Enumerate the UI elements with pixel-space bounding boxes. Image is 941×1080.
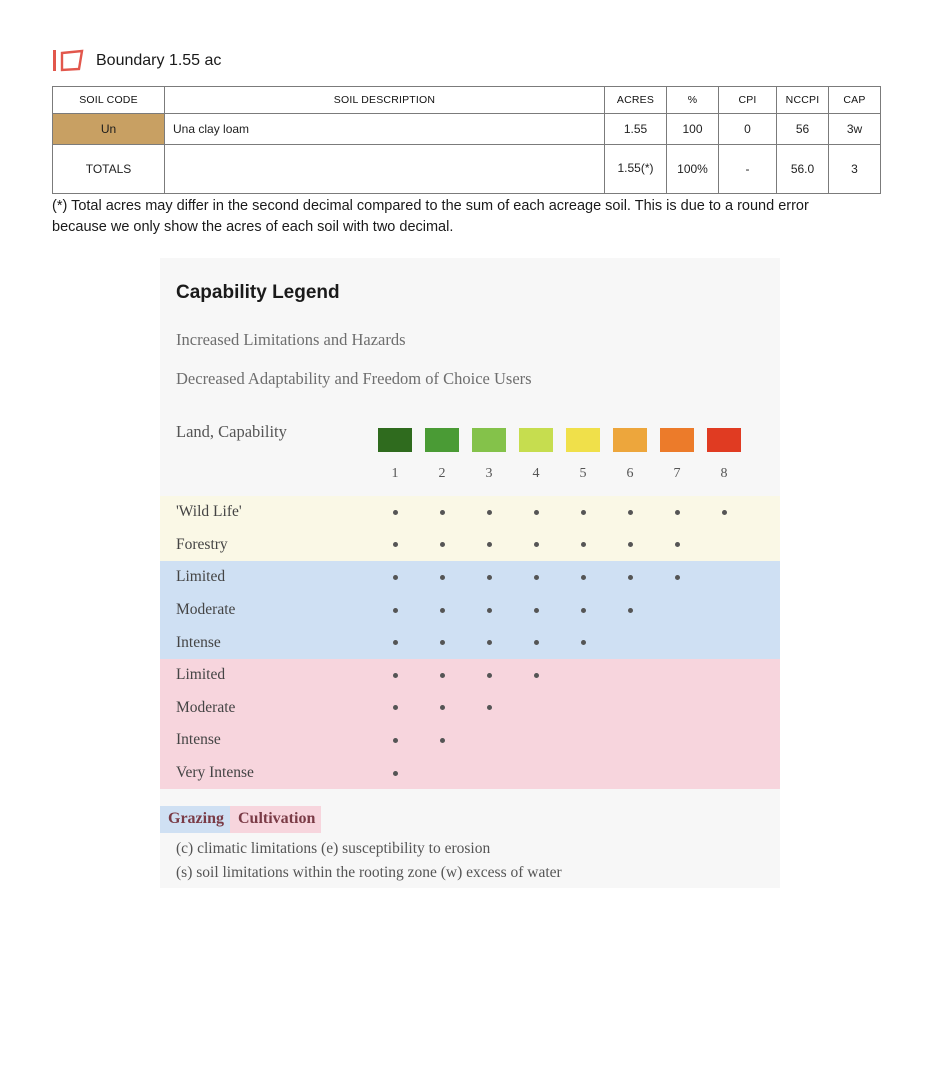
capability-dot — [534, 542, 539, 547]
capability-dot — [675, 575, 680, 580]
capability-dot — [487, 608, 492, 613]
capability-dot-cell — [566, 608, 600, 613]
capability-row — [160, 724, 780, 757]
capability-class-swatches — [378, 428, 741, 452]
cell-percent: 100 — [667, 114, 719, 145]
header-cap: CAP — [829, 87, 881, 114]
capability-dot-cell — [660, 640, 694, 645]
capability-dot-cell — [519, 542, 553, 547]
cell-totals-acres: 1.55(*) — [605, 145, 667, 194]
capability-row-label: Forestry — [176, 535, 228, 553]
capability-dot-cell — [378, 640, 412, 645]
capability-row-label: Very Intense — [176, 764, 254, 782]
cell-cap: 3w — [829, 114, 881, 145]
capability-dot-cell — [613, 771, 647, 776]
soil-table — [52, 86, 881, 194]
cell-totals-cpi: - — [719, 145, 777, 194]
cell-totals-percent: 100% — [667, 145, 719, 194]
capability-dot — [581, 608, 586, 613]
capability-class-number: 3 — [485, 466, 493, 481]
capability-dot-cell — [707, 575, 741, 580]
capability-dot-cell — [378, 738, 412, 743]
capability-dot-cell — [660, 575, 694, 580]
capability-class-number: 5 — [579, 466, 587, 481]
capability-dot-cell — [519, 738, 553, 743]
cell-acres: 1.55 — [605, 114, 667, 145]
legend-title: Capability Legend — [176, 282, 340, 303]
capability-dot-cell — [378, 673, 412, 678]
use-group-chips — [160, 806, 321, 833]
capability-dot — [534, 575, 539, 580]
capability-dot-cell — [425, 673, 459, 678]
capability-row-dots — [378, 510, 741, 515]
capability-dot-cell — [707, 510, 741, 515]
capability-dot-cell — [472, 542, 506, 547]
capability-row-dots — [378, 542, 741, 547]
legend-subtitle-limitations: Increased Limitations and Hazards — [176, 330, 406, 349]
capability-dot — [393, 608, 398, 613]
capability-dot-cell — [707, 771, 741, 776]
capability-dot-cell — [707, 705, 741, 710]
capability-swatch-5 — [566, 428, 600, 452]
capability-dot-cell — [519, 608, 553, 613]
boundary-label: Boundary 1.55 ac — [96, 52, 222, 69]
capability-dot-cell — [425, 575, 459, 580]
cell-totals-label: TOTALS — [53, 145, 165, 194]
capability-dot-cell — [378, 608, 412, 613]
capability-dot — [581, 575, 586, 580]
capability-dot-cell — [378, 542, 412, 547]
capability-dot-cell — [472, 608, 506, 613]
capability-row-label: Intense — [176, 731, 221, 749]
capability-dot-cell — [519, 575, 553, 580]
capability-row — [160, 561, 780, 594]
capability-row-label: 'Wild Life' — [176, 503, 242, 521]
header-soil-code: SOIL CODE — [53, 87, 165, 114]
capability-dot — [393, 673, 398, 678]
capability-dot-cell — [613, 738, 647, 743]
capability-class-number: 4 — [532, 466, 540, 481]
capability-dot — [675, 510, 680, 515]
capability-row — [160, 659, 780, 692]
capability-dot — [440, 738, 445, 743]
capability-dot-cell — [472, 771, 506, 776]
capability-swatch-2 — [425, 428, 459, 452]
cell-totals-nccpi: 56.0 — [777, 145, 829, 194]
capability-dot-cell — [519, 640, 553, 645]
capability-dot — [487, 640, 492, 645]
capability-dot — [393, 705, 398, 710]
capability-dot-cell — [472, 575, 506, 580]
capability-swatch-3 — [472, 428, 506, 452]
capability-dot — [393, 575, 398, 580]
header-nccpi: NCCPI — [777, 87, 829, 114]
capability-dot-cell — [425, 705, 459, 710]
capability-dot-cell — [519, 771, 553, 776]
capability-dot — [440, 705, 445, 710]
capability-row-label: Moderate — [176, 601, 236, 619]
capability-row-label: Limited — [176, 666, 226, 684]
capability-dot-cell — [707, 738, 741, 743]
capability-dot-cell — [566, 510, 600, 515]
capability-row — [160, 757, 780, 790]
capability-dot-cell — [660, 738, 694, 743]
capability-class-numbers — [378, 466, 741, 482]
capability-dot-cell — [566, 771, 600, 776]
capability-legend-panel — [160, 258, 780, 888]
capability-dot — [581, 640, 586, 645]
cell-cpi: 0 — [719, 114, 777, 145]
capability-dot-cell — [519, 673, 553, 678]
capability-dot-cell — [660, 705, 694, 710]
capability-dot-cell — [566, 575, 600, 580]
capability-row-dots — [378, 575, 741, 580]
capability-row-label: Intense — [176, 633, 221, 651]
cell-soil-code: Un — [53, 114, 165, 145]
capability-swatch-4 — [519, 428, 553, 452]
capability-dot — [393, 510, 398, 515]
capability-dot-cell — [660, 510, 694, 515]
capability-row-dots — [378, 738, 741, 743]
capability-dot — [440, 575, 445, 580]
capability-class-number: 2 — [438, 466, 446, 481]
capability-dot-cell — [613, 510, 647, 515]
capability-class-number: 8 — [720, 466, 728, 481]
capability-dot-cell — [660, 608, 694, 613]
capability-swatch-7 — [660, 428, 694, 452]
capability-dot — [628, 575, 633, 580]
capability-class-number: 7 — [673, 466, 681, 481]
capability-dot — [722, 510, 727, 515]
capability-dot-cell — [660, 542, 694, 547]
capability-row-dots — [378, 673, 741, 678]
capability-row — [160, 496, 780, 529]
capability-dot-cell — [566, 640, 600, 645]
capability-dot — [393, 738, 398, 743]
chip-grazing: Grazing — [160, 806, 230, 833]
table-header-row — [53, 87, 881, 114]
capability-dot-cell — [519, 510, 553, 515]
capability-dot-cell — [472, 738, 506, 743]
capability-dot-cell — [707, 673, 741, 678]
capability-dot-cell — [566, 705, 600, 710]
capability-row — [160, 692, 780, 725]
capability-dot-cell — [425, 771, 459, 776]
capability-dot-cell — [707, 608, 741, 613]
capability-row-label: Limited — [176, 568, 226, 586]
capability-dot-cell — [613, 542, 647, 547]
chip-cultivation: Cultivation — [230, 806, 321, 833]
capability-dot-cell — [613, 575, 647, 580]
capability-dot-cell — [472, 640, 506, 645]
capability-dot-cell — [378, 575, 412, 580]
capability-dot-cell — [472, 673, 506, 678]
legend-subtitle-adaptability: Decreased Adaptability and Freedom of Choice Users — [176, 369, 532, 388]
capability-dot — [487, 673, 492, 678]
boundary-header — [52, 48, 221, 74]
capability-dot-cell — [707, 542, 741, 547]
acreage-footnote: (*) Total acres may differ in the second decimal compared to the sum of each acreage soil. This is due to a round error because we only show the acres of each soil with two decimal. — [52, 198, 809, 236]
capability-dot-cell — [519, 705, 553, 710]
capability-dot — [534, 673, 539, 678]
capability-dot-cell — [378, 705, 412, 710]
capability-swatch-8 — [707, 428, 741, 452]
capability-dot-cell — [566, 542, 600, 547]
capability-row — [160, 594, 780, 627]
capability-dot — [440, 608, 445, 613]
capability-row — [160, 626, 780, 659]
capability-dot — [534, 608, 539, 613]
capability-dot-cell — [707, 640, 741, 645]
capability-dot — [440, 673, 445, 678]
capability-dot-cell — [613, 673, 647, 678]
capability-dot — [393, 771, 398, 776]
capability-dot — [534, 640, 539, 645]
capability-dot-cell — [613, 640, 647, 645]
capability-row-label: Moderate — [176, 698, 236, 716]
capability-dot-cell — [660, 673, 694, 678]
capability-row-dots — [378, 608, 741, 613]
capability-dot — [487, 542, 492, 547]
capability-dot — [581, 510, 586, 515]
capability-dot — [581, 542, 586, 547]
capability-dot — [628, 510, 633, 515]
capability-dot-cell — [660, 771, 694, 776]
header-cpi: CPI — [719, 87, 777, 114]
capability-dot-cell — [425, 738, 459, 743]
cell-totals-cap: 3 — [829, 145, 881, 194]
cell-nccpi: 56 — [777, 114, 829, 145]
capability-dot — [487, 705, 492, 710]
capability-swatch-1 — [378, 428, 412, 452]
boundary-polygon-icon — [52, 48, 86, 74]
capability-dot — [393, 542, 398, 547]
capability-row-dots — [378, 640, 741, 645]
capability-dot-cell — [566, 738, 600, 743]
capability-dot — [440, 542, 445, 547]
capability-dot — [487, 575, 492, 580]
capability-dot-cell — [472, 705, 506, 710]
capability-dot-cell — [425, 510, 459, 515]
header-acres: ACRES — [605, 87, 667, 114]
table-row — [53, 114, 881, 145]
capability-row — [160, 529, 780, 562]
header-soil-description: SOIL DESCRIPTION — [165, 87, 605, 114]
capability-dot — [440, 640, 445, 645]
capability-dot — [393, 640, 398, 645]
header-percent: % — [667, 87, 719, 114]
capability-dot-cell — [613, 608, 647, 613]
capability-class-number: 6 — [626, 466, 634, 481]
capability-dot-cell — [425, 542, 459, 547]
capability-dot-cell — [378, 510, 412, 515]
capability-dot — [628, 542, 633, 547]
capability-dot-cell — [566, 673, 600, 678]
table-row-totals — [53, 145, 881, 194]
capability-dot — [440, 510, 445, 515]
capability-rows — [160, 496, 780, 789]
capability-dot — [487, 510, 492, 515]
capability-dot — [534, 510, 539, 515]
capability-swatch-6 — [613, 428, 647, 452]
capability-dot — [675, 542, 680, 547]
legend-note-climatic-erosion: (c) climatic limitations (e) susceptibility to erosion — [176, 840, 491, 857]
cell-soil-description: Una clay loam — [165, 114, 605, 145]
capability-dot — [628, 608, 633, 613]
capability-class-number: 1 — [391, 466, 399, 481]
capability-dot-cell — [425, 640, 459, 645]
legend-note-soil-water: (s) soil limitations within the rooting zone (w) excess of water — [176, 864, 562, 881]
capability-dot-cell — [425, 608, 459, 613]
capability-row-dots — [378, 771, 741, 776]
capability-row-dots — [378, 705, 741, 710]
cell-totals-description — [165, 145, 605, 194]
capability-dot-cell — [378, 771, 412, 776]
capability-dot-cell — [472, 510, 506, 515]
capability-dot-cell — [613, 705, 647, 710]
legend-axis-label: Land, Capability — [176, 422, 287, 441]
